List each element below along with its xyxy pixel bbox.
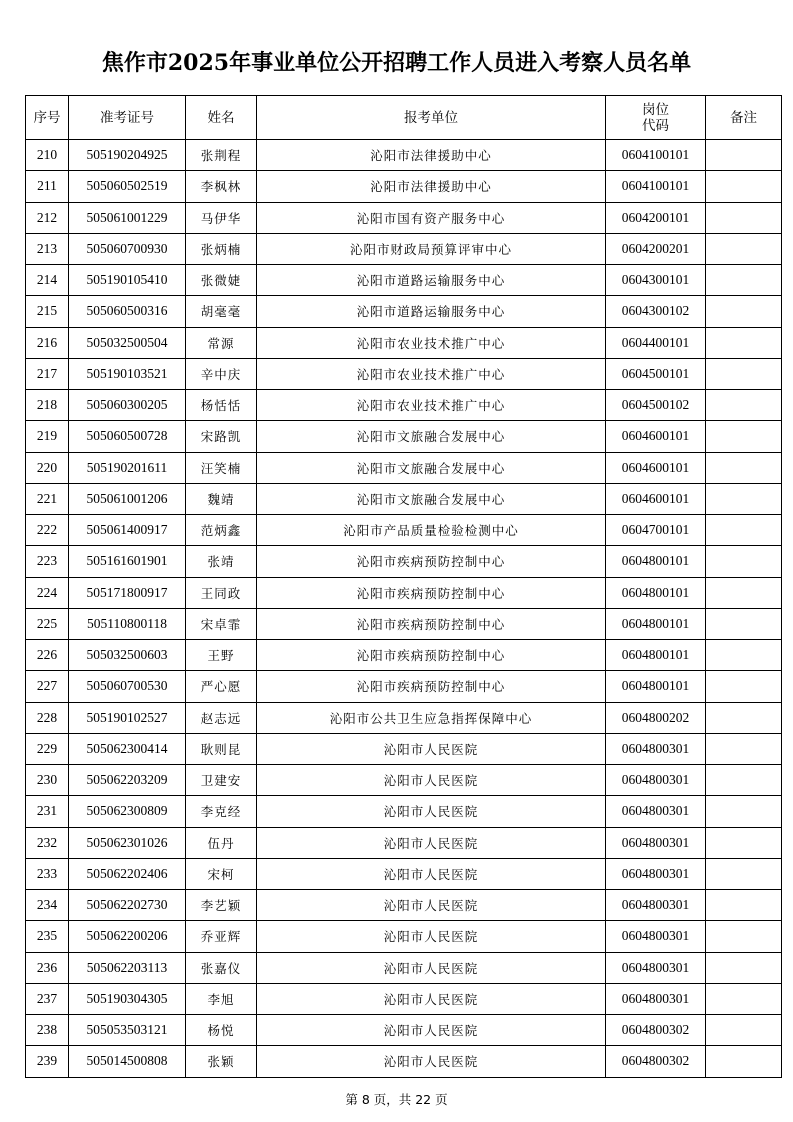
header-remark: 备注: [706, 96, 782, 140]
cell-ticket: 505190103521: [69, 358, 186, 389]
cell-name: 辛中庆: [186, 358, 257, 389]
cell-unit: 沁阳市农业技术推广中心: [257, 390, 606, 421]
cell-seq: 212: [26, 202, 69, 233]
cell-ticket: 505014500808: [69, 1046, 186, 1077]
cell-post-code: 0604800301: [606, 827, 706, 858]
cell-seq: 231: [26, 796, 69, 827]
cell-name: 张炳楠: [186, 233, 257, 264]
cell-name: 严心愿: [186, 671, 257, 702]
cell-ticket: 505190304305: [69, 983, 186, 1014]
cell-ticket: 505060502519: [69, 171, 186, 202]
cell-name: 赵志远: [186, 702, 257, 733]
header-post-code: [606, 96, 706, 140]
cell-seq: 220: [26, 452, 69, 483]
cell-remark: [706, 827, 782, 858]
table-row: [26, 983, 782, 1014]
cell-seq: 227: [26, 671, 69, 702]
cell-remark: [706, 577, 782, 608]
cell-ticket: 505062300414: [69, 733, 186, 764]
cell-name: 王同政: [186, 577, 257, 608]
cell-unit: 沁阳市人民医院: [257, 952, 606, 983]
cell-unit: 沁阳市疾病预防控制中心: [257, 608, 606, 639]
cell-ticket: 505161601901: [69, 546, 186, 577]
cell-post-code: 0604100101: [606, 171, 706, 202]
cell-ticket: 505061001206: [69, 483, 186, 514]
cell-seq: 234: [26, 890, 69, 921]
cell-seq: 238: [26, 1015, 69, 1046]
cell-seq: 221: [26, 483, 69, 514]
cell-name: 卫建安: [186, 765, 257, 796]
cell-seq: 218: [26, 390, 69, 421]
cell-ticket: 505190204925: [69, 140, 186, 171]
table-row: [26, 921, 782, 952]
cell-unit: 沁阳市人民医院: [257, 765, 606, 796]
cell-post-code: 0604800301: [606, 733, 706, 764]
cell-seq: 216: [26, 327, 69, 358]
cell-remark: [706, 671, 782, 702]
cell-remark: [706, 327, 782, 358]
cell-unit: 沁阳市农业技术推广中心: [257, 358, 606, 389]
page-title: 焦作市2025年事业单位公开招聘工作人员进入考察人员名单: [101, 50, 692, 76]
cell-ticket: 505062202406: [69, 858, 186, 889]
cell-unit: 沁阳市人民医院: [257, 796, 606, 827]
header-post-code-line2: 代码: [642, 117, 669, 134]
table-row: [26, 858, 782, 889]
cell-name: 宋路凯: [186, 421, 257, 452]
cell-ticket: 505032500504: [69, 327, 186, 358]
cell-ticket: 505062202730: [69, 890, 186, 921]
cell-post-code: 0604500102: [606, 390, 706, 421]
cell-remark: [706, 265, 782, 296]
table-row: [26, 233, 782, 264]
cell-post-code: 0604800301: [606, 952, 706, 983]
cell-post-code: 0604300101: [606, 265, 706, 296]
cell-unit: 沁阳市人民医院: [257, 1046, 606, 1077]
cell-unit: 沁阳市人民医院: [257, 827, 606, 858]
table-row: [26, 358, 782, 389]
cell-remark: [706, 983, 782, 1014]
table-row: [26, 733, 782, 764]
cell-name: 张颖: [186, 1046, 257, 1077]
table-row: [26, 608, 782, 639]
cell-name: 马伊华: [186, 202, 257, 233]
cell-seq: 226: [26, 640, 69, 671]
cell-remark: [706, 1046, 782, 1077]
cell-unit: 沁阳市公共卫生应急指挥保障中心: [257, 702, 606, 733]
table-row: [26, 577, 782, 608]
cell-remark: [706, 483, 782, 514]
cell-seq: 219: [26, 421, 69, 452]
cell-post-code: 0604800302: [606, 1046, 706, 1077]
cell-remark: [706, 952, 782, 983]
cell-post-code: 0604200101: [606, 202, 706, 233]
table-row: [26, 1046, 782, 1077]
cell-post-code: 0604800202: [606, 702, 706, 733]
cell-unit: 沁阳市国有资产服务中心: [257, 202, 606, 233]
cell-post-code: 0604800301: [606, 890, 706, 921]
cell-seq: 210: [26, 140, 69, 171]
cell-seq: 239: [26, 1046, 69, 1077]
cell-remark: [706, 421, 782, 452]
cell-seq: 235: [26, 921, 69, 952]
table-row: [26, 1015, 782, 1046]
cell-post-code: 0604600101: [606, 483, 706, 514]
cell-post-code: 0604800301: [606, 765, 706, 796]
cell-name: 李旭: [186, 983, 257, 1014]
cell-ticket: 505190102527: [69, 702, 186, 733]
table-row: [26, 671, 782, 702]
cell-name: 王野: [186, 640, 257, 671]
cell-seq: 228: [26, 702, 69, 733]
cell-remark: [706, 1015, 782, 1046]
cell-remark: [706, 921, 782, 952]
cell-unit: 沁阳市疾病预防控制中心: [257, 671, 606, 702]
cell-post-code: 0604300102: [606, 296, 706, 327]
cell-name: 张微婕: [186, 265, 257, 296]
cell-ticket: 505061001229: [69, 202, 186, 233]
cell-unit: 沁阳市人民医院: [257, 858, 606, 889]
cell-seq: 225: [26, 608, 69, 639]
cell-post-code: 0604500101: [606, 358, 706, 389]
cell-post-code: 0604700101: [606, 515, 706, 546]
cell-seq: 232: [26, 827, 69, 858]
cell-unit: 沁阳市法律援助中心: [257, 171, 606, 202]
cell-post-code: 0604800301: [606, 796, 706, 827]
header-name: 姓名: [186, 96, 257, 140]
table-row: [26, 890, 782, 921]
cell-post-code: 0604600101: [606, 452, 706, 483]
cell-post-code: 0604800101: [606, 671, 706, 702]
cell-unit: 沁阳市道路运输服务中心: [257, 265, 606, 296]
cell-name: 胡毫毫: [186, 296, 257, 327]
cell-ticket: 505062300809: [69, 796, 186, 827]
cell-unit: 沁阳市人民医院: [257, 890, 606, 921]
table-row: [26, 171, 782, 202]
cell-name: 乔亚辉: [186, 921, 257, 952]
table-row: [26, 702, 782, 733]
cell-ticket: 505060700530: [69, 671, 186, 702]
cell-ticket: 505061400917: [69, 515, 186, 546]
cell-seq: 211: [26, 171, 69, 202]
cell-unit: 沁阳市人民医院: [257, 921, 606, 952]
header-post-code-line1: 岗位: [642, 101, 669, 118]
cell-ticket: 505060300205: [69, 390, 186, 421]
table-row: [26, 140, 782, 171]
table-row: [26, 327, 782, 358]
cell-seq: 222: [26, 515, 69, 546]
cell-name: 常源: [186, 327, 257, 358]
candidate-table: [25, 95, 782, 1078]
cell-post-code: 0604800101: [606, 577, 706, 608]
cell-remark: [706, 296, 782, 327]
cell-unit: 沁阳市疾病预防控制中心: [257, 577, 606, 608]
cell-unit: 沁阳市文旅融合发展中心: [257, 452, 606, 483]
table-row: [26, 640, 782, 671]
cell-post-code: 0604100101: [606, 140, 706, 171]
cell-remark: [706, 608, 782, 639]
cell-remark: [706, 733, 782, 764]
cell-unit: 沁阳市法律援助中心: [257, 140, 606, 171]
cell-seq: 214: [26, 265, 69, 296]
cell-unit: 沁阳市文旅融合发展中心: [257, 483, 606, 514]
cell-name: 李艺颖: [186, 890, 257, 921]
cell-name: 范炳鑫: [186, 515, 257, 546]
cell-name: 杨悦: [186, 1015, 257, 1046]
header-ticket: 准考证号: [69, 96, 186, 140]
cell-unit: 沁阳市人民医院: [257, 733, 606, 764]
cell-remark: [706, 890, 782, 921]
cell-ticket: 505110800118: [69, 608, 186, 639]
cell-unit: 沁阳市人民医院: [257, 1015, 606, 1046]
table-row: [26, 265, 782, 296]
cell-remark: [706, 640, 782, 671]
cell-post-code: 0604800101: [606, 608, 706, 639]
cell-seq: 233: [26, 858, 69, 889]
cell-remark: [706, 171, 782, 202]
cell-seq: 223: [26, 546, 69, 577]
table-row: [26, 202, 782, 233]
cell-seq: 213: [26, 233, 69, 264]
cell-seq: 236: [26, 952, 69, 983]
cell-post-code: 0604800301: [606, 983, 706, 1014]
table-row: [26, 515, 782, 546]
cell-ticket: 505060700930: [69, 233, 186, 264]
cell-unit: 沁阳市产品质量检验检测中心: [257, 515, 606, 546]
cell-remark: [706, 390, 782, 421]
cell-seq: 229: [26, 733, 69, 764]
cell-ticket: 505171800917: [69, 577, 186, 608]
cell-name: 李克经: [186, 796, 257, 827]
cell-ticket: 505062200206: [69, 921, 186, 952]
cell-ticket: 505053503121: [69, 1015, 186, 1046]
cell-name: 张靖: [186, 546, 257, 577]
cell-post-code: 0604800101: [606, 546, 706, 577]
cell-unit: 沁阳市疾病预防控制中心: [257, 640, 606, 671]
cell-unit: 沁阳市疾病预防控制中心: [257, 546, 606, 577]
cell-ticket: 505190201611: [69, 452, 186, 483]
cell-unit: 沁阳市农业技术推广中心: [257, 327, 606, 358]
cell-ticket: 505190105410: [69, 265, 186, 296]
cell-post-code: 0604200201: [606, 233, 706, 264]
cell-ticket: 505062301026: [69, 827, 186, 858]
cell-ticket: 505062203209: [69, 765, 186, 796]
cell-unit: 沁阳市人民医院: [257, 983, 606, 1014]
cell-seq: 215: [26, 296, 69, 327]
cell-remark: [706, 202, 782, 233]
table-row: [26, 452, 782, 483]
cell-remark: [706, 358, 782, 389]
table-row: [26, 952, 782, 983]
cell-name: 宋卓霏: [186, 608, 257, 639]
cell-name: 张嘉仪: [186, 952, 257, 983]
cell-remark: [706, 233, 782, 264]
cell-seq: 237: [26, 983, 69, 1014]
cell-name: 杨恬恬: [186, 390, 257, 421]
cell-unit: 沁阳市文旅融合发展中心: [257, 421, 606, 452]
table-row: [26, 546, 782, 577]
cell-remark: [706, 796, 782, 827]
cell-name: 伍丹: [186, 827, 257, 858]
cell-remark: [706, 858, 782, 889]
cell-seq: 224: [26, 577, 69, 608]
table-row: [26, 765, 782, 796]
cell-remark: [706, 765, 782, 796]
cell-name: 宋柯: [186, 858, 257, 889]
cell-name: 汪笑楠: [186, 452, 257, 483]
cell-name: 耿则昆: [186, 733, 257, 764]
cell-ticket: 505060500316: [69, 296, 186, 327]
cell-post-code: 0604600101: [606, 421, 706, 452]
table-row: [26, 390, 782, 421]
cell-unit: 沁阳市财政局预算评审中心: [257, 233, 606, 264]
table-header-row: [26, 96, 782, 140]
cell-ticket: 505032500603: [69, 640, 186, 671]
cell-name: 张荆程: [186, 140, 257, 171]
header-unit: 报考单位: [257, 96, 606, 140]
cell-name: 李枫林: [186, 171, 257, 202]
cell-seq: 230: [26, 765, 69, 796]
cell-ticket: 505060500728: [69, 421, 186, 452]
cell-post-code: 0604800101: [606, 640, 706, 671]
cell-post-code: 0604800301: [606, 858, 706, 889]
cell-remark: [706, 515, 782, 546]
header-seq: 序号: [26, 96, 69, 140]
cell-remark: [706, 702, 782, 733]
cell-ticket: 505062203113: [69, 952, 186, 983]
cell-seq: 217: [26, 358, 69, 389]
table-row: [26, 827, 782, 858]
cell-unit: 沁阳市道路运输服务中心: [257, 296, 606, 327]
table-row: [26, 296, 782, 327]
cell-remark: [706, 546, 782, 577]
table-body: [26, 140, 782, 1078]
cell-name: 魏靖: [186, 483, 257, 514]
table-row: [26, 796, 782, 827]
cell-remark: [706, 452, 782, 483]
page-footer: 第 8 页，共 22 页: [345, 1092, 448, 1107]
table-row: [26, 483, 782, 514]
cell-post-code: 0604800302: [606, 1015, 706, 1046]
cell-remark: [706, 140, 782, 171]
cell-post-code: 0604400101: [606, 327, 706, 358]
table-row: [26, 421, 782, 452]
cell-post-code: 0604800301: [606, 921, 706, 952]
